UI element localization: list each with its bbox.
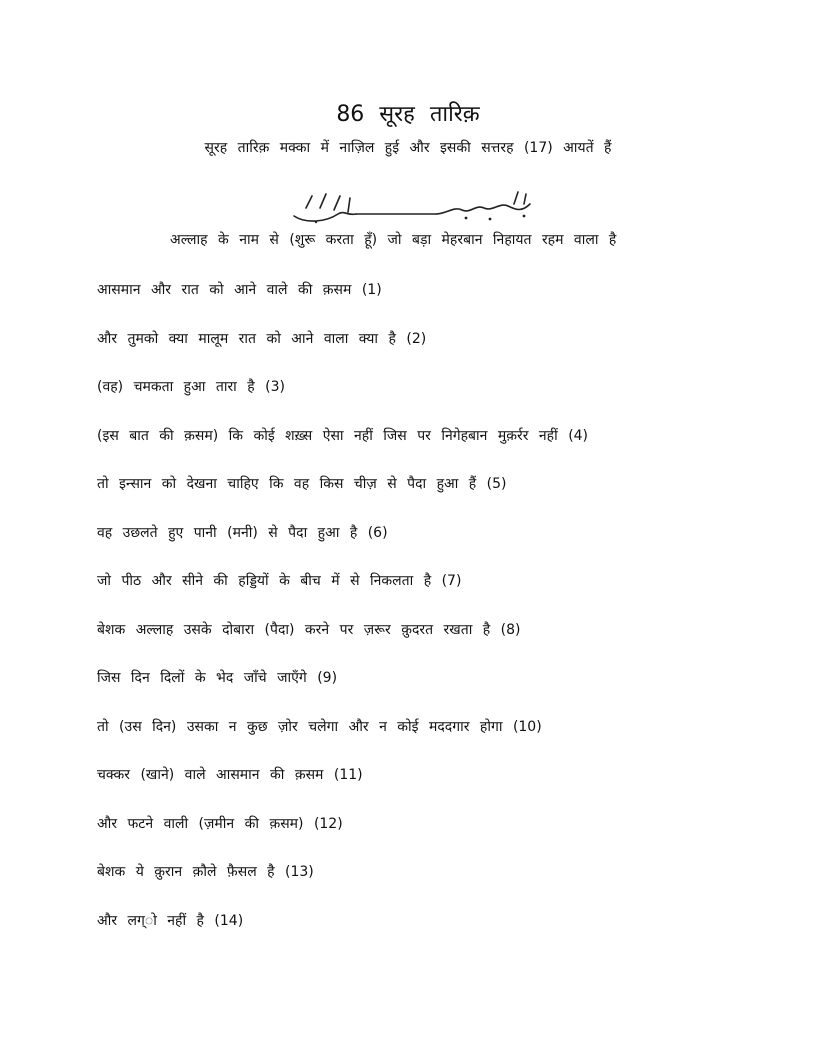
verse-1: आसमान और रात को आने वाले की क़सम (1) bbox=[97, 282, 382, 298]
surah-subtitle: सूरह तारिक़ मक्का में नाज़िल हुई और इसकी सत्तरह (17) आयतें हैं bbox=[204, 140, 612, 156]
bismillah-calligraphy-image bbox=[286, 186, 534, 226]
verse-13: बेशक ये क़ुरान क़ौले फ़ैसल है (13) bbox=[97, 864, 314, 880]
verse-4: (इस बात की क़सम) कि कोई शख़्स ऐसा नहीं जिस पर निगेहबान मुक़र्रर नहीं (4) bbox=[97, 427, 589, 444]
verse-6: वह उछलते हुए पानी (मनी) से पैदा हुआ है (6) bbox=[97, 524, 388, 541]
verse-5: तो इन्सान को देखना चाहिए कि वह किस चीज़ से पैदा हुआ हैं (5) bbox=[97, 476, 507, 492]
verse-2: और तुमको क्या मालूम रात को आने वाला क्या है (2) bbox=[97, 330, 427, 347]
verse-11: चक्कर (खाने) वाले आसमान की क़सम (11) bbox=[97, 767, 363, 783]
verse-7: जो पीठ और सीने की हड्डियों के बीच में से निकलता है (7) bbox=[97, 573, 462, 589]
page-title: 86 सूरह तारिक़ bbox=[336, 102, 480, 127]
verse-9: जिस दिन दिलों के भेद जाँचे जाएँगे (9) bbox=[97, 670, 338, 686]
verse-14: और लग्ो नहीं है (14) bbox=[97, 912, 244, 929]
bismillah-translation: अल्लाह के नाम से (शुरू करता हूँ) जो बड़ा मेहरबान निहायत रहम वाला है bbox=[170, 232, 617, 248]
verse-3: (वह) चमकता हुआ तारा है (3) bbox=[97, 379, 285, 395]
verse-list bbox=[97, 280, 588, 959]
verse-8: बेशक अल्लाह उसके दोबारा (पैदा) करने पर ज़रूर क़ुदरत रखता है (8) bbox=[97, 621, 521, 638]
verse-12: और फटने वाली (ज़मीन की क़सम) (12) bbox=[97, 815, 343, 832]
verse-10: तो (उस दिन) उसका न कुछ ज़ोर चलेगा और न कोई मददगार होगा (10) bbox=[97, 718, 542, 735]
